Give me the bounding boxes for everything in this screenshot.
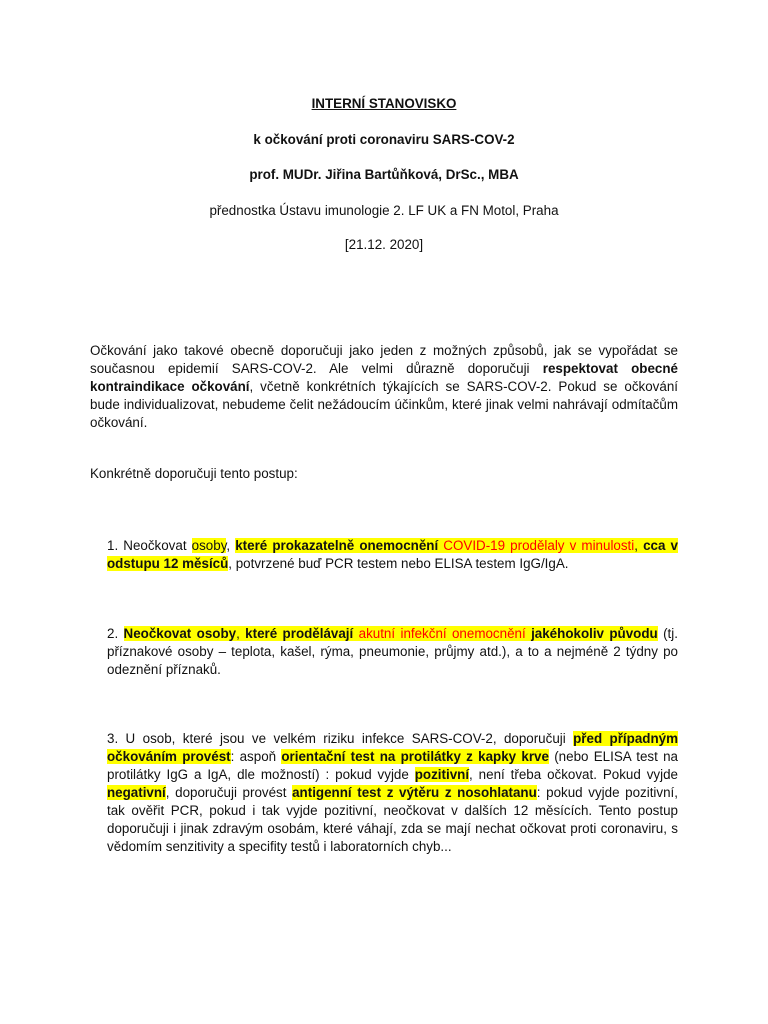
item-highlight: osoby <box>191 538 227 553</box>
item-text: (tj. příznakové osoby – teplota, kašel, rýma, pneumonie, průjmy atd.), a to a nejméně 2 týdny po odeznění příznaků. <box>107 626 678 677</box>
item-highlight-bold: negativní <box>107 785 166 800</box>
item-highlight: , <box>634 538 644 553</box>
recommendation-item-2 <box>107 625 678 679</box>
intro-paragraph <box>90 342 678 432</box>
item-text: , doporučuji provést <box>165 785 293 800</box>
intro-emphasis: respektovat obecné kontraindikace očkování <box>90 361 678 394</box>
item-text: 2. <box>107 626 124 641</box>
item-text: 1. Neočkovat <box>107 538 192 553</box>
item-text: 3. U osob, které jsou ve velkém riziku infekce SARS-COV-2, doporučuji <box>107 731 574 746</box>
intro-text-end: , včetně konkrétních týkajících se SARS-COV-2. Pokud se očkování bude individualizovat, nebudeme čelit nežádoucím účinkům, které jinak velmi nahrávají odmítačům očkování. <box>90 379 678 430</box>
item-highlight-bold: antigenní test z výtěru z nosohlatanu <box>292 785 537 800</box>
item-text: , potvrzené buď PCR testem nebo ELISA testem IgG/IgA. <box>228 556 569 571</box>
item-text: , není třeba očkovat. Pokud vyjde <box>469 767 678 782</box>
recommendation-item-1 <box>107 537 678 573</box>
intro-text: Očkování jako takové obecně doporučuji jako jeden z možných způsobů, jak se vypořádat se současnou epidemií SARS-COV-2. Ale velmi důrazně doporučuji <box>90 343 678 376</box>
item-text: : pokud vyjde pozitivní, tak ověřit PCR, pokud i tak vyjde pozitivní, neočkovat v dalších 12 měsících. Tento postup doporučuji i jinak zdravým osobám, které váhají, zda se mají nechat očkovat proti coronaviru, s vědomím senzitivity a specifity testů i laboratorních chyb... <box>107 785 678 854</box>
document-affiliation: přednostka Ústavu imunologie 2. LF UK a FN Motol, Praha <box>209 203 559 218</box>
item-highlight-bold: před případným očkováním provést <box>107 731 678 764</box>
item-highlight-red: akutní infekční onemocnění <box>358 626 526 641</box>
item-text: , <box>226 538 236 553</box>
item-highlight: , <box>236 626 246 641</box>
item-highlight-bold: jakéhokoliv původu <box>525 626 658 641</box>
item-highlight-bold: pozitivní <box>414 767 470 782</box>
document-subtitle: k očkování proti coronaviru SARS-COV-2 <box>253 132 515 147</box>
item-highlight-bold: které prokazatelně onemocnění <box>235 538 444 553</box>
item-highlight-bold: orientační test na protilátky z kapky krve <box>281 749 549 764</box>
lead-paragraph: Konkrétně doporučuji tento postup: <box>90 466 298 481</box>
item-highlight-bold: které prodělávají <box>245 626 359 641</box>
item-highlight-bold: Neočkovat osoby <box>123 626 237 641</box>
document-author: prof. MUDr. Jiřina Bartůňková, DrSc., MBA <box>249 167 519 182</box>
recommendation-item-3 <box>107 730 678 856</box>
item-highlight-red: COVID-19 prodělaly v minulosti <box>443 538 635 553</box>
item-text: : aspoň <box>230 749 282 764</box>
item-highlight-bold: cca v odstupu 12 měsíců <box>107 538 678 571</box>
document-title: INTERNÍ STANOVISKO <box>311 96 457 111</box>
document-date: [21.12. 2020] <box>344 237 424 252</box>
item-text: (nebo ELISA test na protilátky IgG a IgA, dle možností) : pokud vyjde <box>107 749 678 782</box>
